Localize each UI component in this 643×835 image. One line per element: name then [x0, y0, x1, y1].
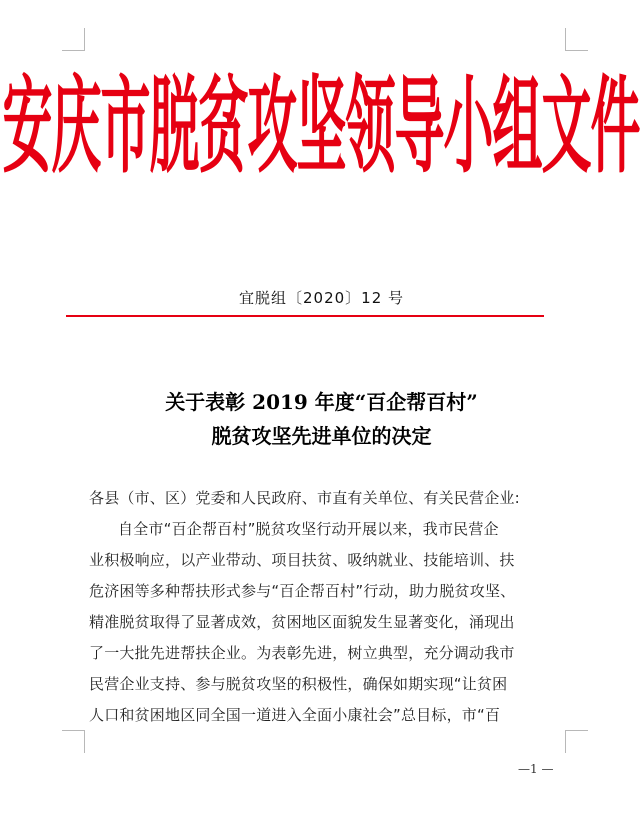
- document-title-line-1: 关于表彰 2019 年度“百企帮百村”: [165, 390, 478, 414]
- body-line: 危济困等多种帮扶形式参与“百企帮百村”行动，助力脱贫攻坚、: [89, 582, 516, 600]
- salutation: 各县（市、区）党委和人民政府、市直有关单位、有关民营企业:: [89, 489, 520, 507]
- body-line: 了一大批先进帮扶企业。为表彰先进，树立典型，充分调动我市: [89, 644, 515, 662]
- crop-mark-bottom-right: [565, 730, 588, 753]
- crop-mark-bottom-left: [62, 730, 85, 753]
- masthead-text: 安庆市脱贫攻坚领导小组文件: [2, 64, 640, 188]
- body-line: 业积极响应，以产业带动、项目扶贫、吸纳就业、技能培训、扶: [89, 551, 515, 569]
- page-number: —1 —: [518, 762, 554, 776]
- masthead-title: [2, 62, 640, 192]
- body-line: 精准脱贫取得了显著成效，贫困地区面貌发生显著变化，涌现出: [89, 613, 515, 631]
- document-title-line-2: 脱贫攻坚先进单位的决定: [211, 424, 432, 448]
- body-line: 自全市“百企帮百村”脱贫攻坚行动开展以来，我市民营企: [118, 520, 499, 538]
- body-line: 人口和贫困地区同全国一道进入全面小康社会”总目标，市“百: [89, 706, 501, 724]
- body-line: 民营企业支持、参与脱贫攻坚的积极性，确保如期实现“让贫困: [89, 675, 508, 693]
- red-divider-line: [66, 315, 544, 317]
- document-number: 宜脱组〔2020〕12 号: [238, 289, 405, 307]
